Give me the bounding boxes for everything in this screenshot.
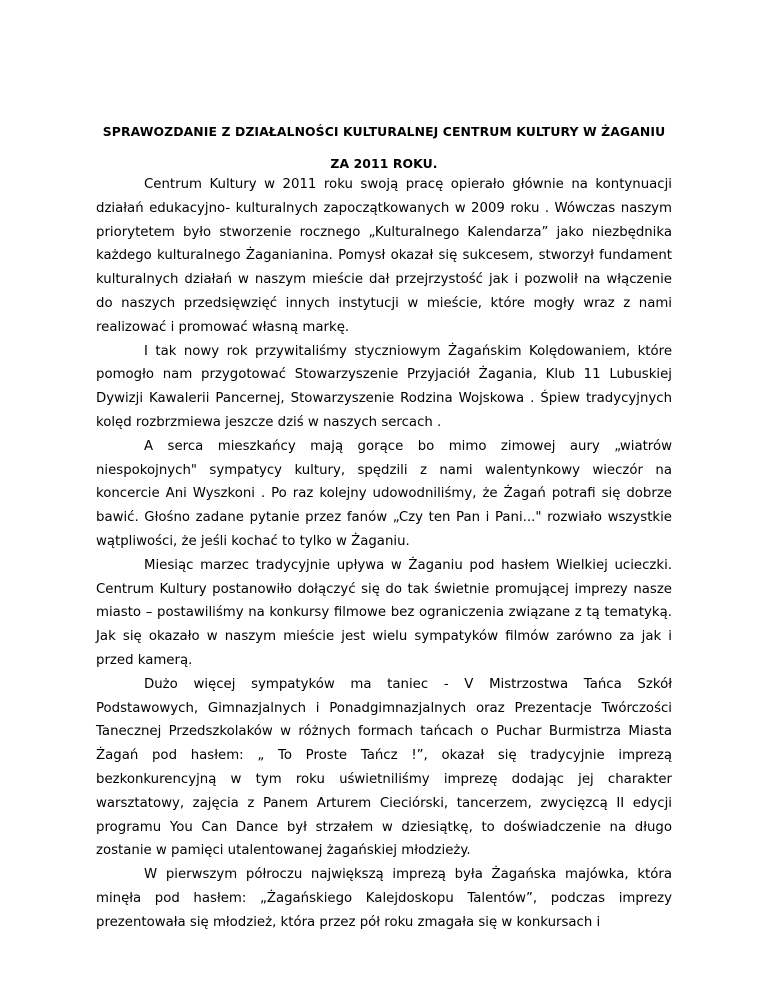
paragraph: A serca mieszkańcy mają gorące bo mimo zimowej aury „wiatrów niespokojnych" sympatycy kultury, spędzili z nami walentynkowy wieczór na koncercie Ani Wyszkoni . Po raz kolejny udowodniliśmy, że Żagań potrafi się dobrze bawić. Głośno zadane pytanie przez fanów „Czy ten Pan i Pani..." rozwiało wszystkie wątpliwości, że jeśli kochać to tylko w Żaganiu. <box>96 438 672 549</box>
paragraph: Miesiąc marzec tradycyjnie upływa w Żaganiu pod hasłem Wielkiej ucieczki. Centrum Kultury postanowiło dołączyć się do tak świetnie promującej imprezy nasze miasto – postawiliśmy na konkursy filmowe bez ograniczenia związane z tą tematyką. Jak się okazało w naszym mieście jest wielu sympatyków filmów zarówno za jak i przed kamerą. <box>96 557 672 668</box>
paragraph: Dużo więcej sympatyków ma taniec - V Mistrzostwa Tańca Szkół Podstawowych, Gimnazjalnych i Ponadgimnazjalnych oraz Prezentacje Twórczości Tanecznej Przedszkolaków w różnych formach tańcach o Puchar Burmistrza Miasta Żagań pod hasłem: „ To Proste Tańcz !”, okazał się tradycyjnie imprezą bezkonkurencyjną w tym roku uświetniliśmy imprezę dodając jej charakter warsztatowy, zajęcia z Panem Arturem Cieciórski, tancerzem, zwycięzcą II edycji programu You Can Dance był strzałem w dziesiątkę, to doświadczenie na długo zostanie w pamięci utalentowanej żagańskiej młodzieży. <box>96 676 672 859</box>
document-body <box>96 173 672 935</box>
document-title: SPRAWOZDANIE Z DZIAŁALNOŚCI KULTURALNEJ CENTRUM KULTURY W ŻAGANIU ZA 2011 ROKU. <box>102 124 666 171</box>
paragraph: Centrum Kultury w 2011 roku swoją pracę opierało głównie na kontynuacji działań edukacyjno- kulturalnych zapoczątkowanych w 2009 roku . Wówczas naszym priorytetem było stworzenie rocznego „Kulturalnego Kalendarza” jako niezbędnika każdego kulturalnego Żaganianina. Pomysł okazał się sukcesem, stworzył fundament kulturalnych działań w naszym mieście dał przejrzystość jak i pozwolił na włączenie do naszych przedsięwzięć innych instytucji w mieście, które mogły wraz z nami realizować i promować własną markę. <box>96 177 672 335</box>
paragraph: W pierwszym półroczu największą imprezą była Żagańska majówka, która minęła pod hasłem: „Żagańskiego Kalejdoskopu Talentów”, podczas imprezy prezentowała się młodzież, która przez pół roku zmagała się w konkursach i <box>96 867 672 930</box>
paragraph: I tak nowy rok przywitaliśmy styczniowym Żagańskim Kolędowaniem, które pomogło nam przygotować Stowarzyszenie Przyjaciół Żagania, Klub 11 Lubuskiej Dywizji Kawalerii Pancernej, Stowarzyszenie Rodzina Wojskowa . Śpiew tradycyjnych kolęd rozbrzmiewa jeszcze dziś w naszych sercach . <box>96 343 672 430</box>
